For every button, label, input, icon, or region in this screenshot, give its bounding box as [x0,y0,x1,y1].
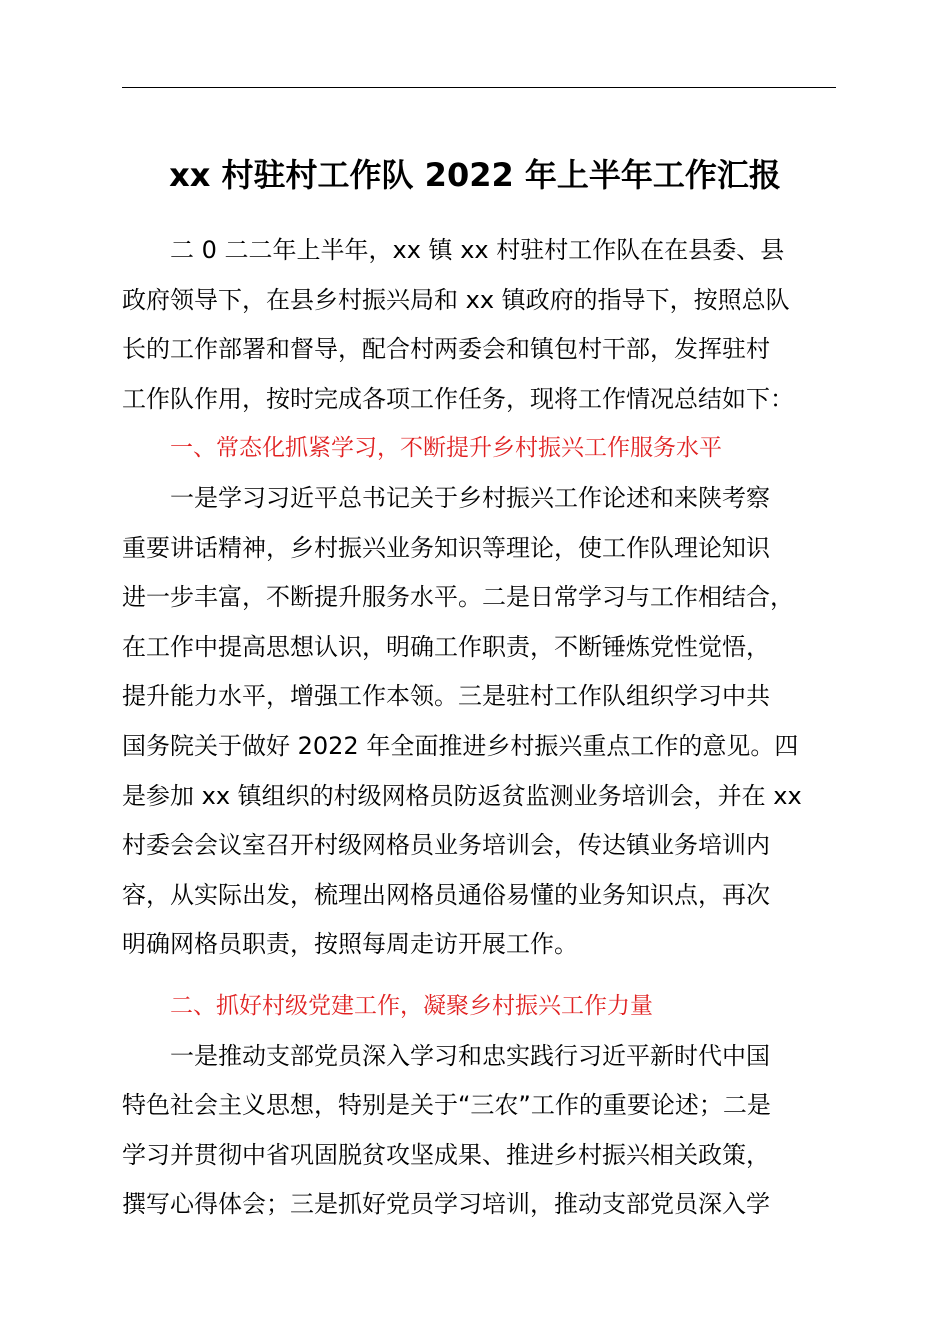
paragraph-line: 提升能力水平，增强工作本领。三是驻村工作队组织学习中共 [122,682,770,711]
paragraph-line: 一是学习习近平总书记关于乡村振兴工作论述和来陕考察 [170,483,770,512]
paragraph-line: 特色社会主义思想，特别是关于“三农”工作的重要论述；二是 [122,1091,771,1120]
paragraph-line: 容，从实际出发，梳理出网格员通俗易懂的业务知识点，再次 [122,880,770,909]
paragraph-line: 政府领导下，在县乡村振兴局和 xx 镇政府的指导下，按照总队 [122,285,790,314]
section-heading-1: 一、常态化抓紧学习，不断提升乡村振兴工作服务水平 [170,435,722,462]
paragraph-line: 明确网格员职责，按照每周走访开展工作。 [122,930,578,959]
paragraph-line: 工作队作用，按时完成各项工作任务，现将工作情况总结如下： [122,384,794,413]
paragraph-line: 学习并贯彻中省巩固脱贫攻坚成果、推进乡村振兴相关政策， [122,1140,770,1169]
paragraph-line: 一是推动支部党员深入学习和忠实践行习近平新时代中国 [170,1041,770,1070]
paragraph-line: 村委会会议室召开村级网格员业务培训会，传达镇业务培训内 [122,831,770,860]
header-rule [122,87,836,88]
paragraph-line: 国务院关于做好 2022 年全面推进乡村振兴重点工作的意见。四 [122,731,799,760]
paragraph-line: 二 0 二二年上半年，xx 镇 xx 村驻村工作队在在县委、县 [170,236,785,264]
document-title: xx 村驻村工作队 2022 年上半年工作汇报 [169,156,781,194]
paragraph-line: 长的工作部署和督导，配合村两委会和镇包村干部，发挥驻村 [122,335,770,364]
document-body [122,226,836,1230]
paragraph-line: 进一步丰富，不断提升服务水平。二是日常学习与工作相结合， [122,583,794,612]
section-gap [122,970,836,982]
section-1-paragraph [122,474,836,970]
section-heading-2: 二、抓好村级党建工作，凝聚乡村振兴工作力量 [170,992,653,1019]
paragraph-line: 是参加 xx 镇组织的村级网格员防返贫监测业务培训会，并在 xx [122,781,802,810]
paragraph-line: 撰写心得体会；三是抓好党员学习培训，推动支部党员深入学 [122,1190,770,1219]
paragraph-line: 重要讲话精神，乡村振兴业务知识等理论，使工作队理论知识 [122,533,770,562]
paragraph-line: 在工作中提高思想认识，明确工作职责，不断锤炼党性觉悟， [122,632,770,661]
section-2-paragraph [122,1032,836,1230]
intro-paragraph [122,226,836,424]
